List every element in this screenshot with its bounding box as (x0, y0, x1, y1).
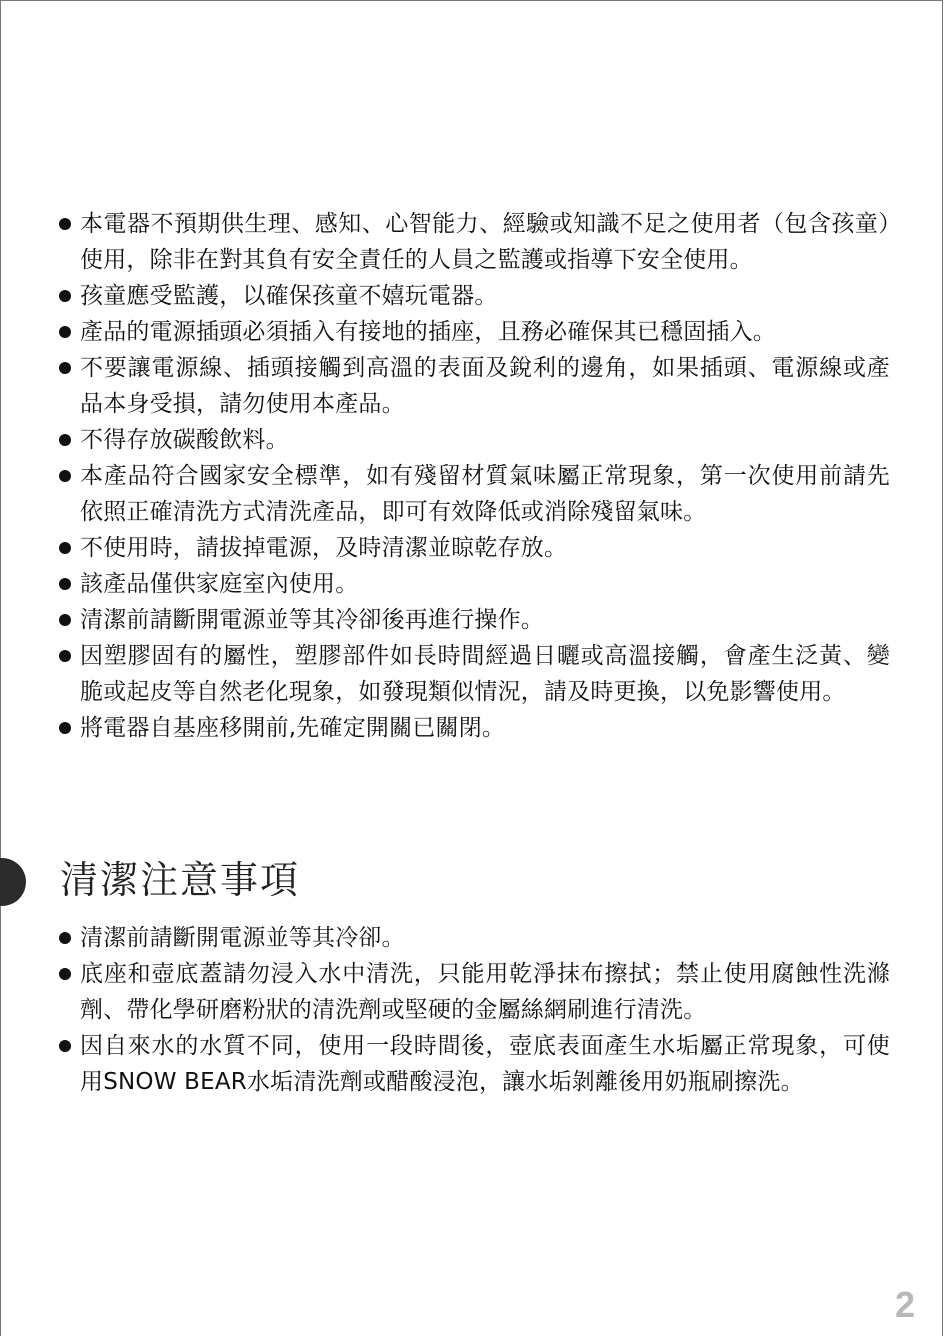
bullet-icon (59, 614, 71, 626)
bullet-icon (59, 578, 71, 590)
list-item: 因塑膠固有的屬性，塑膠部件如長時間經過日曬或高溫接觸，會產生泛黃、變脆或起皮等自然老化現象，如發現類似情況，請及時更換，以免影響使用。 (56, 638, 890, 710)
bullet-icon (59, 1040, 71, 1052)
list-item: 底座和壺底蓋請勿浸入水中清洗，只能用乾淨抹布擦拭；禁止使用腐蝕性洗滌劑、帶化學研磨粉狀的清洗劑或堅硬的金屬絲網刷進行清洗。 (56, 956, 890, 1028)
list-item: 將電器自基座移開前,先確定開關已關閉。 (56, 710, 890, 746)
list-item: 本產品符合國家安全標準，如有殘留材質氣味屬正常現象，第一次使用前請先依照正確清洗方式清洗產品，即可有效降低或消除殘留氣味。 (56, 458, 890, 530)
list-item: 不使用時，請拔掉電源，及時清潔並晾乾存放。 (56, 530, 890, 566)
bullet-icon (59, 470, 71, 482)
cleaning-list (56, 920, 890, 1100)
bullet-icon (59, 650, 71, 662)
list-item: 不得存放碳酸飲料。 (56, 422, 890, 458)
section-title: 清潔注意事項 (60, 858, 301, 902)
safety-list (56, 206, 890, 746)
list-item: 產品的電源插頭必須插入有接地的插座，且務必確保其已穩固插入。 (56, 314, 890, 350)
bullet-icon (59, 932, 71, 944)
list-item: 清潔前請斷開電源並等其冷卻後再進行操作。 (56, 602, 890, 638)
bullet-icon (59, 722, 71, 734)
list-item: 該產品僅供家庭室內使用。 (56, 566, 890, 602)
bullet-icon (59, 362, 71, 374)
bullet-icon (59, 326, 71, 338)
bullet-icon (59, 434, 71, 446)
list-item: 因自來水的水質不同，使用一段時間後，壺底表面產生水垢屬正常現象，可使用SNOW BEAR水垢清洗劑或醋酸浸泡，讓水垢剝離後用奶瓶刷擦洗。 (56, 1028, 890, 1100)
list-item: 孩童應受監護，以確保孩童不嬉玩電器。 (56, 278, 890, 314)
list-item: 本電器不預期供生理、感知、心智能力、經驗或知識不足之使用者（包含孩童）使用，除非在對其負有安全責任的人員之監護或指導下安全使用。 (56, 206, 890, 278)
bullet-icon (59, 218, 71, 230)
list-item: 不要讓電源線、插頭接觸到高溫的表面及銳利的邊角，如果插頭、電源線或產品本身受損，請勿使用本產品。 (56, 350, 890, 422)
page-number: 2 (894, 1284, 915, 1325)
bullet-icon (59, 968, 71, 980)
bullet-icon (59, 542, 71, 554)
bullet-icon (59, 290, 71, 302)
list-item: 清潔前請斷開電源並等其冷卻。 (56, 920, 890, 956)
